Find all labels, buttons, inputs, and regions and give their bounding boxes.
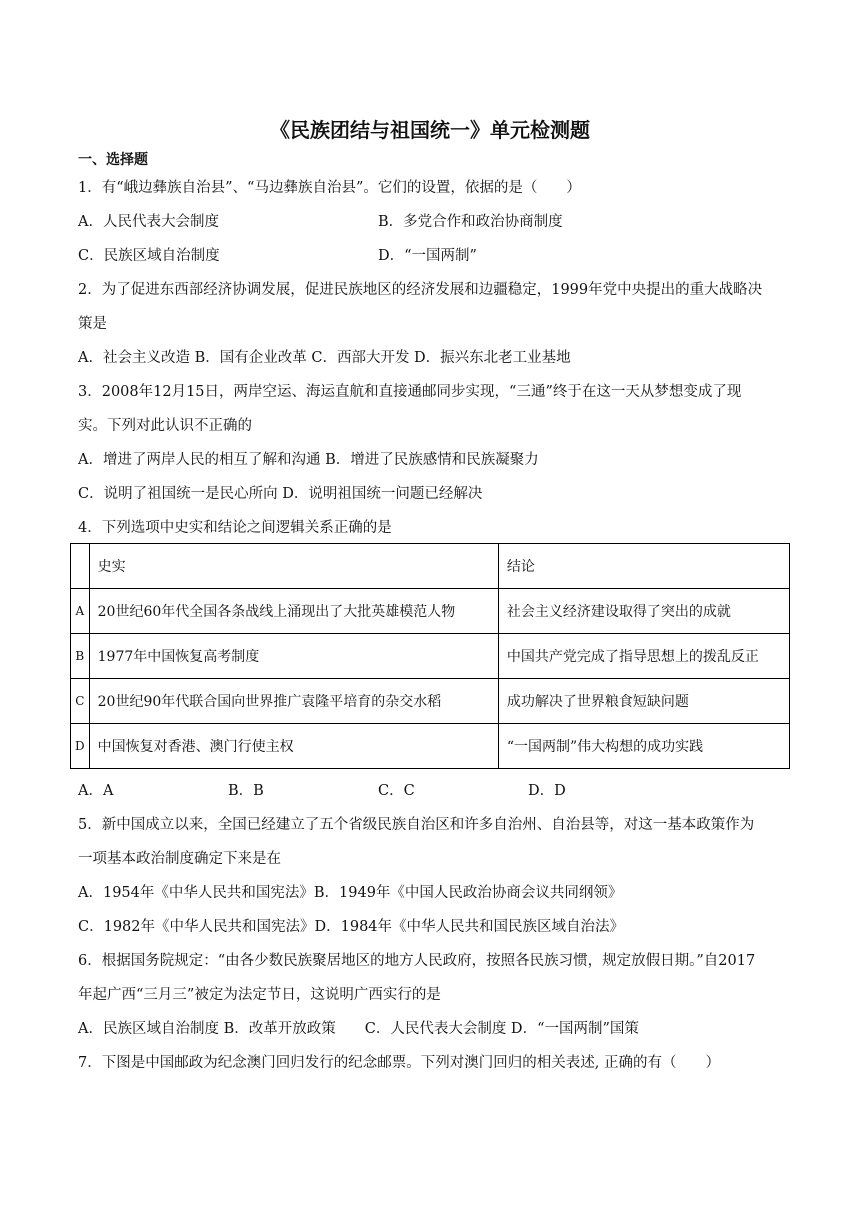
table-header-conclusion: 结论 bbox=[498, 544, 789, 589]
row-fact: 20世纪60年代全国各条战线上涌现出了大批英雄模范人物 bbox=[89, 589, 498, 634]
question-6-options: A．民族区域自治制度 B．改革开放政策 C．人民代表大会制度 D．“一国两制”国策 bbox=[78, 1021, 639, 1037]
question-1-option-a: A．人民代表大会制度 bbox=[78, 214, 219, 230]
section-heading: 一、选择题 bbox=[78, 152, 148, 168]
row-conclusion: “一国两制”伟大构想的成功实践 bbox=[498, 724, 789, 769]
question-3-options-line-1: A．增进了两岸人民的相互了解和沟通 B．增进了民族感情和民族凝聚力 bbox=[78, 452, 539, 468]
question-6-stem-line-1: 6．根据国务院规定：“由各少数民族聚居地区的地方人民政府，按照各民族习惯，规定放假日期。”自2017 bbox=[78, 953, 756, 969]
table-row bbox=[71, 679, 790, 724]
question-4-option-a: A．A bbox=[78, 783, 114, 799]
row-conclusion: 中国共产党完成了指导思想上的拨乱反正 bbox=[498, 634, 789, 679]
question-1-option-d: D．“一国两制” bbox=[378, 248, 477, 264]
question-4-option-c: C．C bbox=[378, 783, 415, 799]
question-3-options-line-2: C．说明了祖国统一是民心所向 D．说明祖国统一问题已经解决 bbox=[78, 486, 483, 502]
question-2-stem-line-2: 策是 bbox=[78, 316, 107, 332]
table-row bbox=[71, 724, 790, 769]
row-label: C bbox=[71, 679, 90, 724]
question-1-option-b: B．多党合作和政治协商制度 bbox=[378, 214, 563, 230]
question-5-options-line-1: A．1954年《中华人民共和国宪法》B．1949年《中国人民政治协商会议共同纲领》 bbox=[78, 885, 623, 901]
row-label: A bbox=[71, 589, 90, 634]
row-label: D bbox=[71, 724, 90, 769]
table-header-label bbox=[71, 544, 90, 589]
row-fact: 20世纪90年代联合国向世界推广袁隆平培育的杂交水稻 bbox=[89, 679, 498, 724]
question-1-stem: 1．有“峨边彝族自治县”、“马边彝族自治县”。它们的设置，依据的是（ ） bbox=[78, 180, 581, 196]
question-4-option-b: B．B bbox=[228, 783, 264, 799]
row-conclusion: 成功解决了世界粮食短缺问题 bbox=[498, 679, 789, 724]
row-conclusion: 社会主义经济建设取得了突出的成就 bbox=[498, 589, 789, 634]
question-3-stem-line-2: 实。下列对此认识不正确的 bbox=[78, 418, 252, 434]
table-row bbox=[71, 634, 790, 679]
row-fact: 1977年中国恢复高考制度 bbox=[89, 634, 498, 679]
question-2-stem-line-1: 2．为了促进东西部经济协调发展，促进民族地区的经济发展和边疆稳定，1999年党中央提出的重大战略决 bbox=[78, 282, 763, 298]
question-4-table bbox=[70, 543, 790, 769]
row-fact: 中国恢复对香港、澳门行使主权 bbox=[89, 724, 498, 769]
table-header-row bbox=[71, 544, 790, 589]
question-4-stem: 4．下列选项中史实和结论之间逻辑关系正确的是 bbox=[78, 520, 392, 536]
table-header-fact: 史实 bbox=[89, 544, 498, 589]
table-row bbox=[71, 589, 790, 634]
question-5-stem-line-2: 一项基本政治制度确定下来是在 bbox=[78, 851, 281, 867]
question-2-options: A．社会主义改造 B．国有企业改革 C．西部大开发 D．振兴东北老工业基地 bbox=[78, 350, 571, 366]
page-title: 《民族团结与祖国统一》单元检测题 bbox=[270, 118, 590, 142]
question-6-stem-line-2: 年起广西“三月三”被定为法定节日，这说明广西实行的是 bbox=[78, 987, 441, 1003]
question-5-stem-line-1: 5．新中国成立以来，全国已经建立了五个省级民族自治区和许多自治州、自治县等，对这一基本政策作为 bbox=[78, 817, 755, 833]
question-3-stem-line-1: 3．2008年12月15日，两岸空运、海运直航和直接通邮同步实现，“三通”终于在这一天从梦想变成了现 bbox=[78, 384, 742, 400]
row-label: B bbox=[71, 634, 90, 679]
question-7-stem: 7．下图是中国邮政为纪念澳门回归发行的纪念邮票。下列对澳门回归的相关表述, 正确的有（ ） bbox=[78, 1055, 720, 1071]
question-5-options-line-2: C．1982年《中华人民共和国宪法》D．1984年《中华人民共和国民族区域自治法》 bbox=[78, 919, 625, 935]
question-1-option-c: C．民族区域自治制度 bbox=[78, 248, 220, 264]
question-4-option-d: D．D bbox=[528, 783, 566, 799]
